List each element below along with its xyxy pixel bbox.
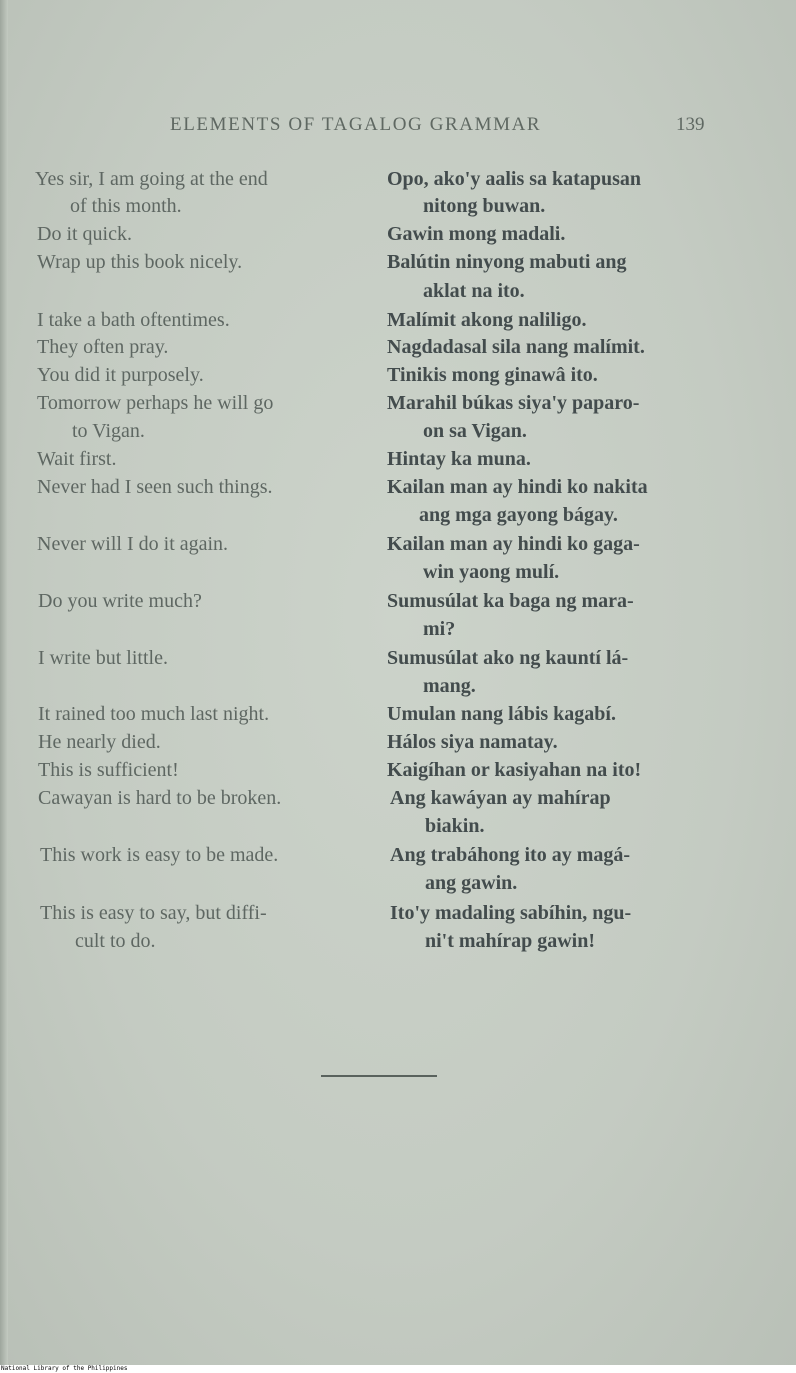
tagalog-line: Hintay ka muna.: [387, 448, 531, 470]
english-line: to Vigan.: [72, 420, 145, 442]
tagalog-line: Kaigíhan or kasiyahan na ito!: [387, 759, 642, 781]
english-line: cult to do.: [75, 930, 156, 952]
english-line: This work is easy to be made.: [40, 844, 279, 866]
english-line: This is sufficient!: [38, 759, 179, 781]
english-line: Do you write much?: [38, 590, 202, 612]
english-line: Yes sir, I am going at the end: [35, 168, 268, 190]
tagalog-line: Ang trabáhong ito ay magá-: [390, 844, 631, 866]
tagalog-line: mang.: [423, 675, 476, 697]
tagalog-line: Malímit akong naliligo.: [387, 309, 587, 331]
tagalog-line: Opo, ako'y aalis sa katapusan: [387, 168, 641, 190]
running-title: ELEMENTS OF TAGALOG GRAMMAR: [170, 114, 542, 135]
tagalog-line: Gawin mong madali.: [387, 223, 566, 245]
library-credit: National Library of the Philippines: [1, 1365, 128, 1372]
tagalog-line: mi?: [423, 618, 456, 640]
tagalog-line: win yaong mulí.: [423, 561, 560, 583]
page-number: 139: [676, 114, 705, 135]
english-line: He nearly died.: [38, 731, 161, 753]
page-spine-shadow: [0, 0, 8, 1365]
english-line: Never had I seen such things.: [37, 476, 273, 498]
tagalog-line: Umulan nang lábis kagabí.: [387, 703, 616, 725]
tagalog-line: Kailan man ay hindi ko gaga-: [387, 533, 640, 555]
english-line: They often pray.: [37, 336, 169, 358]
english-line: You did it purposely.: [37, 364, 204, 386]
english-line: I write but little.: [38, 647, 168, 669]
tagalog-line: Marahil búkas siya'y paparo-: [387, 392, 640, 414]
tagalog-line: Sumusúlat ako ng kauntí lá-: [387, 647, 629, 669]
tagalog-line: ang gawin.: [425, 872, 518, 894]
tagalog-line: biakin.: [425, 815, 485, 837]
english-line: This is easy to say, but diffi-: [40, 902, 267, 924]
english-line: Do it quick.: [37, 223, 132, 245]
english-line: Tomorrow perhaps he will go: [37, 392, 274, 414]
english-line: Wrap up this book nicely.: [37, 251, 243, 273]
tagalog-line: Tinikis mong ginawâ ito.: [387, 364, 598, 386]
english-line: I take a bath oftentimes.: [37, 309, 230, 331]
tagalog-line: on sa Vigan.: [423, 420, 527, 442]
tagalog-line: Nagdadasal sila nang malímit.: [387, 336, 645, 358]
tagalog-line: nitong buwan.: [423, 195, 546, 217]
tagalog-line: Ito'y madaling sabíhin, ngu-: [390, 902, 632, 924]
english-line: Cawayan is hard to be broken.: [38, 787, 282, 809]
tagalog-line: Sumusúlat ka baga ng mara-: [387, 590, 634, 612]
tagalog-line: Ang kawáyan ay mahírap: [390, 787, 611, 809]
tagalog-line: Kailan man ay hindi ko nakita: [387, 476, 648, 498]
english-line: Never will I do it again.: [37, 533, 229, 555]
tagalog-line: ang mga gayong bágay.: [419, 504, 618, 526]
english-line: Wait first.: [37, 448, 117, 470]
tagalog-line: Hálos siya namatay.: [387, 731, 558, 753]
english-line: It rained too much last night.: [38, 703, 270, 725]
end-of-section-rule: [321, 1075, 437, 1077]
tagalog-line: aklat na ito.: [423, 280, 525, 302]
tagalog-line: ni't mahírap gawin!: [425, 930, 596, 952]
english-line: of this month.: [70, 195, 182, 217]
tagalog-line: Balútin ninyong mabuti ang: [387, 251, 627, 273]
